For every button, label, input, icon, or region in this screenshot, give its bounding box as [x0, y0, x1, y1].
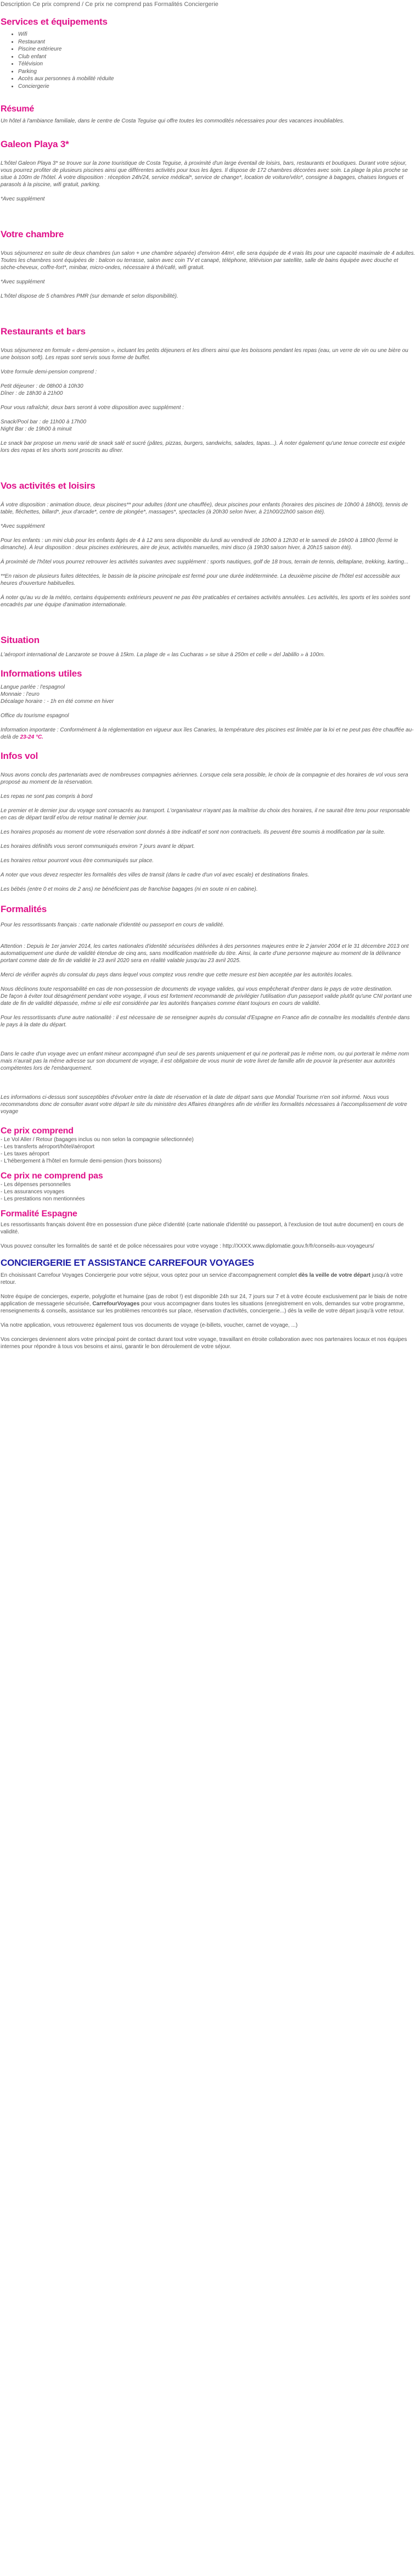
restaurants-formula: Votre formule demi-pension comprend : — [1, 369, 97, 375]
prix-ne-comprend-item: - Les dépenses personnelles — [1, 1182, 71, 1188]
services-item: • Parking — [18, 68, 415, 76]
prix-ne-comprend-item: - Les assurances voyages — [1, 1189, 65, 1195]
restaurants-snack-text: Le snack bar propose un menu varié de snack salé et sucré (pâtes, pizzas, burgers, sandwichs, salades, tapas...). À noter également qu'une tenue correcte est exigée lors des repas et les shorts sont proscrits au dîner. — [1, 440, 406, 454]
formalites-p8: Les informations ci-dessus sont susceptibles d'évoluer entre la date de réservation et la date de départ sans que Mondial Tourisme n'en soit informé. Nous vous recommandons donc de consulter avant votre départ le site du ministère des Affaires étrangères afin de vérifier les formalités nécessaires à l'accomplissement de votre voyage — [1, 1094, 407, 1115]
situation-text: L'aéroport international de Lanzarote se trouve à 15km. La plage de « las Cucharas » se situe à 250m et celle « del Jablillo » à 100m. — [1, 652, 325, 658]
conciergerie-p1-text: En choisissant Carrefour Voyages Conciergerie pour votre séjour, vous optez pour un service d'accompagnement complet — [1, 1272, 299, 1278]
services-list — [1, 31, 415, 90]
services-item: • Conciergerie — [18, 83, 415, 91]
prix-ne-comprend-item: - Les prestations non mentionnées — [1, 1196, 85, 1202]
prix-comprend-item: - Le Vol Aller / Retour (bagages inclus ou non selon la compagnie sélectionnée) — [1, 1137, 194, 1143]
formalites-p3: Merci de vérifier auprès du consulat du pays dans lequel vous comptez vous rendre que cette mesure est bien acceptée par les autorités locales. — [1, 972, 353, 978]
conciergerie-p3: Via notre application, vous retrouverez également tous vos documents de voyage (e-billets, voucher, carnet de voyage, ...) — [1, 1322, 298, 1328]
formalite-espagne-p1: Les ressortissants français doivent être en possession d'une pièce d'identité (carte nationale d'identité ou passeport, à l'exclusion de tout autre document) en cours de validité. — [1, 1222, 404, 1235]
services-item: • Piscine extérieure — [18, 46, 415, 53]
infos-vol-title: Infos vol — [1, 751, 38, 761]
conciergerie-title: CONCIERGERIE ET ASSISTANCE CARREFOUR VOYAGES — [1, 1258, 254, 1268]
infos-vol-p5: Les horaires définitifs vous seront communiqués environ 7 jours avant le départ. — [1, 843, 195, 850]
activites-weather-note: À noter qu'au vu de la météo, certains équipements extérieurs peuvent ne pas être praticables et certaines activités annulées. Les activités, les sports et les soirées sont encadrés par une équipe d'animation internationale. — [1, 595, 411, 608]
infos-vol-p3: Le premier et le dernier jour du voyage sont consacrés au transport. L'organisateur n'ayant pas la maîtrise du choix des horaires, il ne saurait être tenu pour responsable en cas de départ tardif et/ou de retour matinal le dernier jour. — [1, 808, 410, 821]
conciergerie-p1-bold: dès la veille de votre départ — [298, 1272, 370, 1278]
formalites-p2: Attention : Depuis le 1er janvier 2014, les cartes nationales d'identité sécurisées délivrées à des personnes majeures entre le 2 janvier 2004 et le 31 décembre 2013 ont automatiquement une durée de validité étendue de cinq ans, sans modification matérielle du titre. Ainsi, la carte d'une personne majeure au moment de la délivrance portant comme date de fin de validité le 23 avril 2020 sera en réalité valable jusqu'au 23 avril 2025. — [1, 943, 409, 964]
infos-monnaie: Monnaie : l'euro — [1, 691, 40, 697]
infos-office: Office du tourisme espagnol — [1, 713, 69, 719]
services-item: • Club enfant — [18, 53, 415, 61]
infos-utiles-title: Informations utiles — [1, 668, 82, 679]
tab-description[interactable]: Description — [1, 1, 31, 8]
services-item: • Wifi — [18, 31, 415, 38]
conciergerie-app-name: CarrefourVoyages — [92, 1301, 140, 1307]
prix-comprend-item: - Les taxes aéroport — [1, 1151, 49, 1157]
situation-title: Situation — [1, 635, 40, 645]
conciergerie-p2-text: Notre équipe de concierges, experte, polyglotte et humaine (pas de robot !) est disponible 24h sur 24, 7 jours sur 7 et à votre écoute exclusivement par le biais de notre application de messagerie sécurisée, — [1, 1294, 407, 1307]
formalites-p4: Nous déclinons toute responsabilité en cas de non-possession de documents de voyage valides, qui vous empêcherait d'entrer dans le pays de votre destination. — [1, 986, 393, 992]
infos-important — [1, 727, 415, 741]
restaurants-snack-bar: Snack/Pool bar : de 11h00 à 17h00 — [1, 419, 87, 425]
chambre-title: Votre chambre — [1, 229, 64, 239]
restaurants-text: Vous séjournerez en formule « demi-pension », incluant les petits déjeuners et les dîners ainsi que les boissons pendant les repas (eau, un verre de vin ou une bière ou une boisson soft). Les repas sont servis sous forme de buffet. — [1, 348, 408, 361]
activites-nearby: À proximité de l'hôtel vous pourrez retrouver les activités suivantes avec supplément : sports nautiques, golf de 18 trous, terrain de tennis, deltaplane, trekking, karting... — [1, 559, 409, 565]
tabs-bar — [1, 1, 415, 8]
conciergerie-p1 — [1, 1272, 415, 1286]
formalites-p6: Pour les ressortissants d'une autre nationalité : il est nécessaire de se renseigner auprès du consulat d'Espagne en France afin de connaître les modalités d'entrée dans le pays à la date du départ. — [1, 1015, 410, 1028]
infos-decalage: Décalage horaire : - 1h en été comme en hiver — [1, 699, 114, 705]
galeon-title: Galeon Playa 3* — [1, 139, 69, 149]
services-item: • Télévision — [18, 60, 415, 68]
chambre-pmr: L'hôtel dispose de 5 chambres PMR (sur demande et selon disponibilité). — [1, 293, 178, 299]
prix-ne-comprend-title: Ce prix ne comprend pas — [1, 1171, 103, 1181]
galeon-note: *Avec supplément — [1, 196, 45, 202]
conciergerie-p2 — [1, 1293, 415, 1315]
restaurants-dinner: Dîner : de 18h30 à 21h00 — [1, 390, 63, 396]
formalites-p5: De façon à éviter tout désagrément pendant votre voyage, il vous est fortement recommandé de privilégier l'utilisation d'un passeport valide plutôt qu'une CNI portant une date de fin de validité dépassée, même si elle est considérée par les autorités françaises comme étant toujours en cours de validité. — [1, 993, 412, 1007]
restaurants-breakfast: Petit déjeuner : de 08h00 à 10h30 — [1, 383, 83, 389]
tab-includes[interactable]: Ce prix comprend — [32, 1, 80, 8]
formalites-p7: Dans le cadre d'un voyage avec un enfant mineur accompagné d'un seul de ses parents uniquement et qui ne porterait pas le même nom, ou qui porterait le même nom mais n'aurait pas la même adresse sur son document de voyage, il est obligatoire de vous munir de votre livret de famille afin de pouvoir la présenter aux autorités compétentes lors de l'embarquement. — [1, 1051, 409, 1071]
infos-vol-p8: Les bébés (entre 0 et moins de 2 ans) ne bénéficient pas de franchise bagages (ni en soute ni en cabine). — [1, 886, 258, 892]
formalite-espagne-title: Formalité Espagne — [1, 1209, 77, 1219]
infos-important-temp: 23-24 °C. — [20, 734, 43, 740]
restaurants-title: Restaurants et bars — [1, 326, 86, 337]
chambre-note: *Avec supplément — [1, 279, 45, 285]
infos-vol-p7: A noter que vous devez respecter les formalités des villes de transit (dans le cadre d'un vol avec escale) et destinations finales. — [1, 872, 310, 878]
services-title: Services et équipements — [1, 16, 108, 27]
chambre-text: Vous séjournerez en suite de deux chambres (un salon + une chambre séparée) d'environ 44m², elle sera équipée de 4 vrais lits pour une capacité maximale de 4 adultes. Toutes les chambres sont équipées de : balcon ou terrasse, salon avec coin TV et canapé, téléphone, télévision par satellite, salle de bains équipée avec douche et sèche-cheveux, coffre-fort*, minibar, micro-ondes, nécessaire à thé/café, wifi gratuit. — [1, 250, 415, 271]
conciergerie-p1-suffix: jusqu'à votre retour. — [1, 1272, 403, 1286]
prix-comprend-title: Ce prix comprend — [1, 1126, 74, 1136]
restaurants-night-bar: Night Bar : de 19h00 à minuit — [1, 426, 72, 432]
services-item: • Accès aux personnes à mobilité réduite — [18, 75, 415, 83]
tab-excludes[interactable]: Ce prix ne comprend pas — [85, 1, 153, 8]
conciergerie-p4: Vos concierges deviennent alors votre principal point de contact durant tout votre voyage, travaillant en étroite collaboration avec nos partenaires locaux et nos équipes internes pour répondre à tous vos besoins et ainsi, garantir le bon déroulement de votre séjour. — [1, 1337, 407, 1350]
activites-kids: Pour les enfants : un mini club pour les enfants âgés de 4 à 12 ans sera disponible du lundi au vendredi de 10h00 à 12h30 et le samedi de 16h00 à 18h00 (fermé le dimanche). À leur disposition : deux piscines extérieures, aire de jeux, activités manuelles, mini disco (à 19h30 saison hiver, à 20h15 saison été). — [1, 538, 398, 551]
activites-note: *Avec supplément — [1, 523, 45, 529]
infos-vol-p6: Les horaires retour pourront vous être communiqués sur place. — [1, 858, 154, 864]
resume-title: Résumé — [1, 104, 35, 114]
tab-formalities[interactable]: Formalités Conciergerie — [154, 1, 218, 8]
activites-title: Vos activités et loisirs — [1, 480, 95, 491]
galeon-text: L'hôtel Galeon Playa 3* se trouve sur la zone touristique de Costa Teguise, à proximité d'un large éventail de loisirs, bars, restaurants et boutiques. Durant votre séjour, vous pourrez profiter de plusieurs piscines ainsi que différentes activités pour tous les âges. Il dispose de 172 chambres décorées avec soin. La plage la plus proche se situe à 100m de l'hôtel. À votre disposition : réception 24h/24, service médical*, service de change*, location de voiture/vélo*, consigne à bagages, chaises longues et parasols à la piscine, wifi gratuit, parking. — [1, 160, 408, 188]
services-item: • Restaurant — [18, 38, 415, 46]
infos-langue: Langue parlée : l'espagnol — [1, 684, 65, 690]
infos-vol-p2: Les repas ne sont pas compris à bord — [1, 794, 93, 800]
conciergerie-p2-suffix: pour vous accompagner dans toutes les situations (enregistrement en vols, demandes sur votre programme, renseignements & conseils, assistance sur les problèmes rencontrés sur place, réservation d'activités, conciergerie...) dès la veille de votre départ jusqu'à votre retour. — [1, 1301, 405, 1314]
infos-vol-p1: Nous avons conclu des partenariats avec de nombreuses compagnies aériennes. Lorsque cela sera possible, le choix de la compagnie et des horaires de vol vous sera proposé au moment de la réservation. — [1, 772, 408, 785]
infos-important-text: Information importante : Conformément à la réglementation en vigueur aux îles Canaries, la température des piscines est limitée par la loi et ne peut pas être chauffée au-delà de — [1, 727, 414, 740]
restaurants-supplement: Pour vous rafraîchir, deux bars seront à votre disposition avec supplément : — [1, 405, 184, 411]
activites-text: À votre disposition : animation douce, deux piscines** pour adultes (dont une chauffée), deux piscines pour enfants (horaires des piscines de 10h00 à 18h00), tennis de table, fléchettes, billard*, jeux d'arcade*, centre de plongée*, massages*, spectacles (à 20h30 selon hiver, à 21h00/22h00 saison été). — [1, 502, 408, 515]
prix-comprend-item: - L'hébergement à l'hôtel en formule demi-pension (hors boissons) — [1, 1158, 162, 1164]
infos-vol-p4: Les horaires proposés au moment de votre réservation sont donnés à titre indicatif et sont non contractuels. Ils peuvent être soumis à modification par la suite. — [1, 829, 385, 835]
prix-comprend-item: - Les transferts aéroport/hôtel/aéroport — [1, 1144, 95, 1150]
formalites-title: Formalités — [1, 904, 47, 914]
tab-separator: / — [81, 1, 84, 8]
resume-text: Un hôtel à l'ambiance familiale, dans le centre de Costa Teguise qui offre toutes les commodités nécessaires pour des vacances inoubliables. — [1, 118, 345, 124]
formalites-p1: Pour les ressortissants français : carte nationale d'identité ou passeport en cours de validité. — [1, 922, 224, 928]
formalite-espagne-p2: Vous pouvez consulter les formalités de santé et de police nécessaires pour votre voyage : http://XXXX.www.diplomatie.gouv.fr/fr/conseils-aux-voyageurs/ — [1, 1243, 374, 1249]
activites-pools-note: **En raison de plusieurs fuites détectées, le bassin de la piscine principale est fermé pour une durée indéterminée. La deuxième piscine de l'hôtel est accessible aux heures d'ouverture habituelles. — [1, 573, 400, 586]
